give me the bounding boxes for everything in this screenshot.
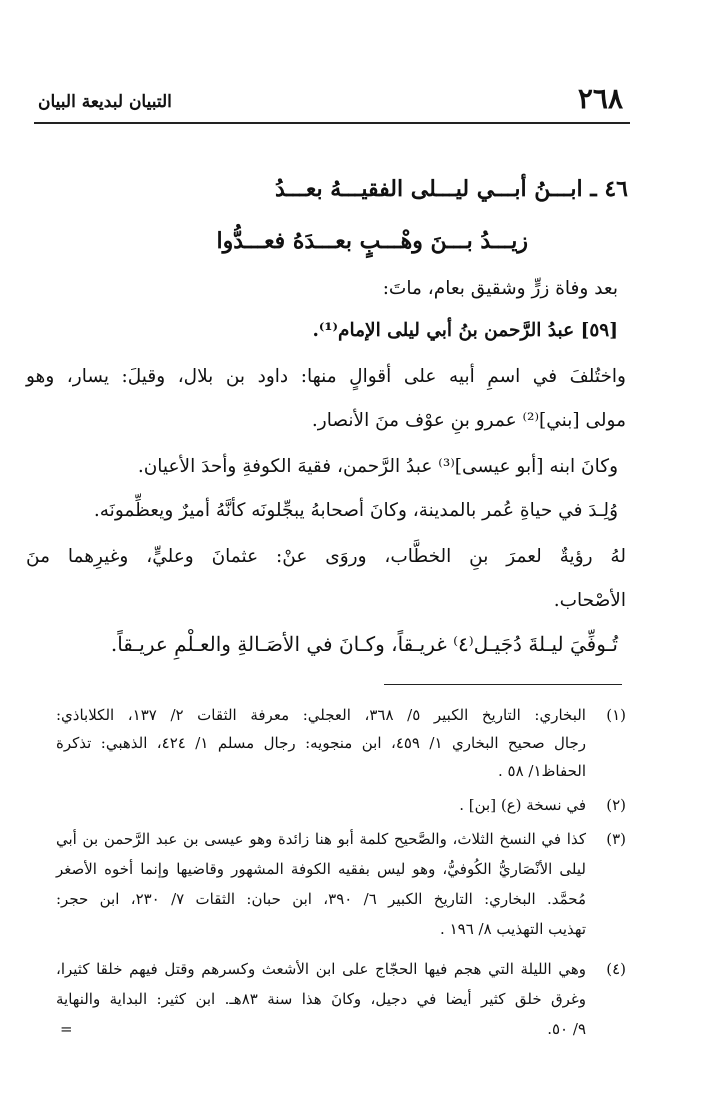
body-line: لهُ رؤيةٌ لعمرَ بنِ الخطَّاب، وروَى عنْ: عثمانَ وعليٍّ، وغيرِهما منَ [26, 546, 626, 567]
body-line: تُـوفِّيَ ليـلةَ دُجَيـل⁽٤⁾ غريـقاً، وكـانَ في الأصَـالةِ والعـلْمِ عريـقاً. [110, 632, 618, 656]
footnote-line: مُحمَّد. البخاري: التاريخ الكبير ٦/ ٣٩٠، ابن حبان: الثقات ٧/ ٢٣٠، ابن حجر: [56, 890, 587, 908]
footnote-line: البخاري: التاريخ الكبير ٥/ ٣٦٨، العجلي: معرفة الثقات ٢/ ١٣٧، الكلاباذي: [56, 706, 586, 724]
running-header-title: التبيان لبديعة البيان [38, 92, 172, 112]
page-number: ٢٦٨ [577, 82, 623, 115]
header-divider [34, 122, 630, 124]
poem-verse-second-hemistich: زيـــدُ بـــنَ وهْـــبٍ بعـــدَهُ فعـــدُّوا [216, 228, 528, 254]
footnote-line: ٩/ ٥٠. [547, 1020, 586, 1038]
footnote-line: الحفاظ١/ ٥٨ . [497, 762, 586, 780]
entry-heading: [٥٩] عبدُ الرَّحمن بنُ أبي ليلى الإمام⁽¹⁾. [312, 320, 618, 341]
body-line: بعد وفاة زرٍّ وشقيق بعام، ماتَ: [382, 278, 618, 299]
footnote-line: في نسخة (ع) [بن] . [459, 796, 586, 814]
footnote-number: (٤) [606, 960, 626, 978]
footnote-line: وهي الليلة التي هجم فيها الحجّاج على ابن الأشعث وكسرهم وقتل فيهم خلقا كثيرا، [56, 960, 586, 978]
footnote-line: كذا في النسخ الثلاث، والصَّحيح كلمة أبو هنا زائدة وهو عيسى بن عبد الرَّحمن بن أبي [56, 830, 586, 848]
footnote-divider [384, 684, 622, 685]
footnote-line: تهذيب التهذيب ٨/ ١٩٦ . [440, 920, 586, 938]
body-line: مولى [بني]⁽²⁾ عمرو بنِ عوْف منَ الأنصار. [311, 410, 626, 431]
footnote-line: ليلى الأنْصَاريُّ الكُوفيُّ، وهو ليس بفقيه الكوفة المشهور وقاضيها وإنما أخوه الأصغر [56, 860, 586, 878]
continuation-mark: = [60, 1020, 73, 1038]
footnote-number: (٢) [606, 796, 626, 814]
body-line: وُلِـدَ في حياةِ عُمر بالمدينة، وكانَ أصحابهُ يبجِّلونَه كأنَّهُ أميرٌ ويعظِّمونَه. [93, 500, 618, 521]
poem-verse-first-hemistich: ٤٦ ـ ابـــنُ أبـــي ليـــلى الفقيـــهُ بعـــدُ [274, 176, 628, 202]
body-line: الأصْحاب. [553, 590, 626, 611]
body-line: واختُلفَ في اسمِ أبيه على أقوالٍ منها: داود بن بلال، وقيلَ: يسار، وهو [26, 366, 626, 387]
footnote-line: رجال صحيح البخاري ١/ ٤٥٩، ابن منجويه: رجال مسلم ١/ ٤٢٤، الذهبي: تذكرة [56, 734, 586, 752]
footnote-number: (٣) [606, 830, 626, 848]
footnote-line: وغرق خلق كثير أيضا في دجيل، وكانَ هذا سنة ٨٣هـ. ابن كثير: البداية والنهاية [56, 990, 586, 1008]
footnote-number: (١) [606, 706, 626, 724]
body-line: وكانَ ابنه [أبو عيسى]⁽³⁾ عبدُ الرَّحمن، فقيهَ الكوفةِ وأحدَ الأعيان. [137, 456, 618, 477]
